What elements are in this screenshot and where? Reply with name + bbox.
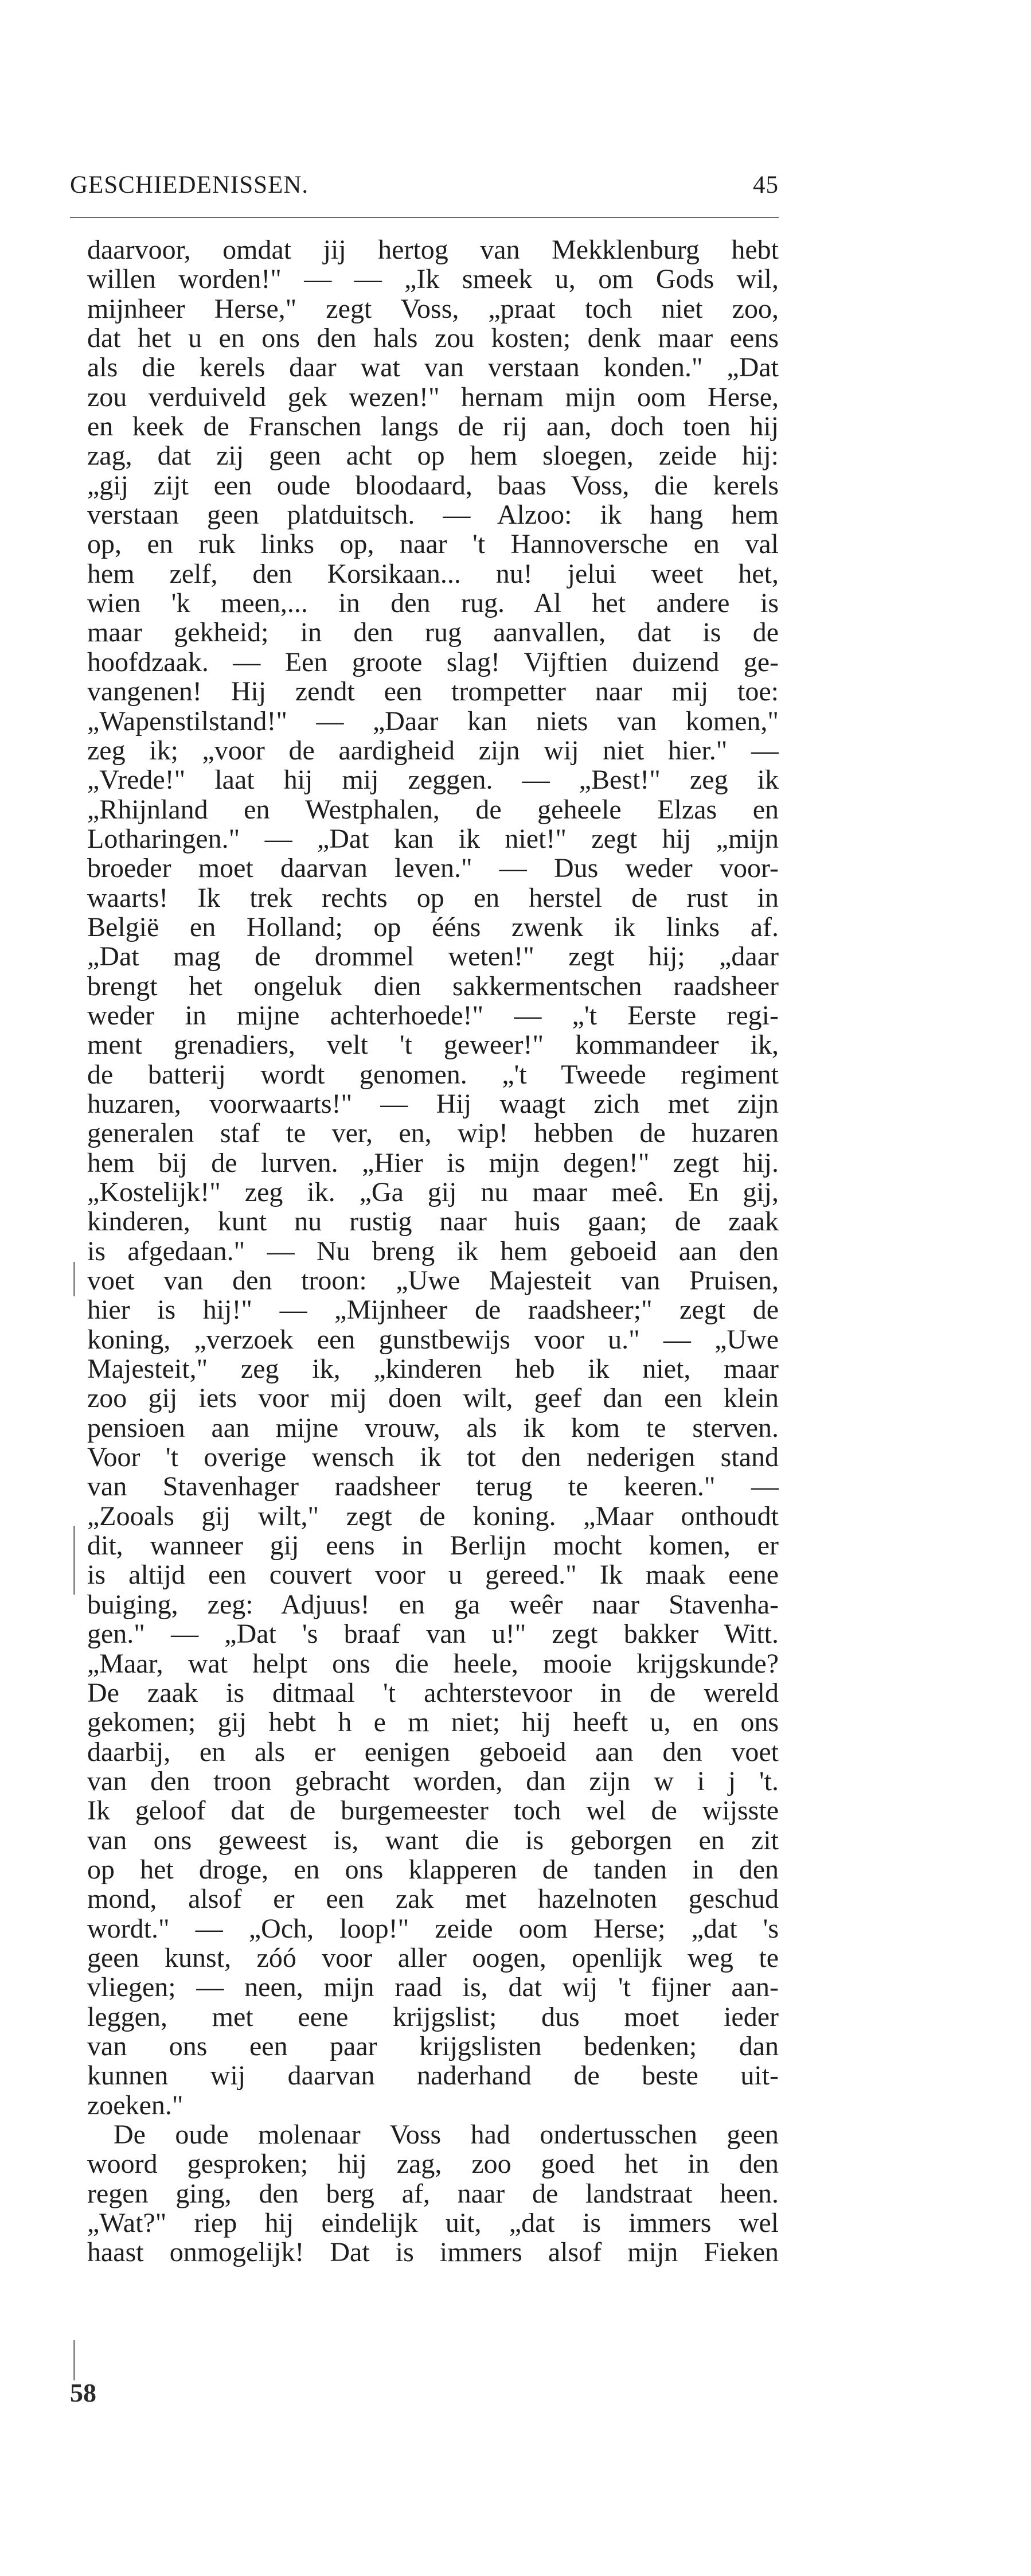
text-line: hier is hij!" — „Mijnheer de raadsheer;" zegt de bbox=[87, 1295, 779, 1325]
text-line: dit, wanneer gij eens in Berlijn mocht komen, er bbox=[87, 1531, 779, 1561]
text-line: is altijd een couvert voor u gereed." Ik maak eene bbox=[87, 1560, 779, 1590]
text-line: daarbij, en als er eenigen geboeid aan den voet bbox=[87, 1737, 779, 1767]
text-line: haast onmogelijk! Dat is immers alsof mijn Fieken bbox=[87, 2238, 779, 2267]
text-line: vliegen; — neen, mijn raad is, dat wij 't fijner aan- bbox=[87, 1973, 779, 2002]
text-line: kunnen wij daarvan naderhand de beste uit- bbox=[87, 2061, 779, 2091]
running-head bbox=[70, 171, 779, 211]
text-line: Lotharingen." — „Dat kan ik niet!" zegt hij „mijn bbox=[87, 824, 779, 854]
text-line: is afgedaan." — Nu breng ik hem geboeid aan den bbox=[87, 1236, 779, 1266]
text-line: als die kerels daar wat van verstaan konden." „Dat bbox=[87, 353, 779, 383]
text-line: van ons geweest is, want die is geborgen en zit bbox=[87, 1825, 779, 1855]
text-line: zag, dat zij geen acht op hem sloegen, zeide hij: bbox=[87, 441, 779, 471]
text-line: Ik geloof dat de burgemeester toch wel de wijsste bbox=[87, 1796, 779, 1826]
text-line: „Maar, wat helpt ons die heele, mooie krijgskunde? bbox=[87, 1649, 779, 1678]
text-line: gen." — „Dat 's braaf van u!" zegt bakker Witt. bbox=[87, 1619, 779, 1649]
text-line: mond, alsof er een zak met hazelnoten geschud bbox=[87, 1884, 779, 1914]
text-line: „Kostelijk!" zeg ik. „Ga gij nu maar meê. En gij, bbox=[87, 1178, 779, 1207]
text-line: huzaren, voorwaarts!" — Hij waagt zich met zijn bbox=[87, 1089, 779, 1119]
margin-mark bbox=[73, 1262, 75, 1296]
text-line: hoofdzaak. — Een groote slag! Vijftien duizend ge- bbox=[87, 647, 779, 677]
text-line: ment grenadiers, velt 't geweer!" kommandeer ik, bbox=[87, 1030, 779, 1060]
text-line: geen kunst, zóó voor aller oogen, openlijk weg te bbox=[87, 1943, 779, 1973]
text-line: „Dat mag de drommel weten!" zegt hij; „daar bbox=[87, 942, 779, 972]
margin-mark bbox=[73, 2340, 75, 2380]
text-line: de batterij wordt genomen. „'t Tweede regiment bbox=[87, 1059, 779, 1089]
text-line: buiging, zeg: Adjuus! en ga weêr naar Stavenha- bbox=[87, 1589, 779, 1620]
text-line: „Zooals gij wilt," zegt de koning. „Maar onthoudt bbox=[87, 1501, 779, 1531]
text-line: zou verduiveld gek wezen!" hernam mijn oom Herse, bbox=[87, 382, 779, 412]
text-line: De oude molenaar Voss had ondertusschen geen bbox=[114, 2120, 779, 2150]
text-line: leggen, met eene krijgslist; dus moet ieder bbox=[87, 2002, 779, 2032]
signature-mark: 58 bbox=[70, 2378, 96, 2407]
text-line: koning, „verzoek een gunstbewijs voor u." — „Uwe bbox=[87, 1324, 779, 1355]
text-line: „Rhijnland en Westphalen, de geheele Elzas en bbox=[87, 794, 779, 824]
text-line: generalen staf te ver, en, wip! hebben de huzaren bbox=[87, 1119, 779, 1148]
text-line: willen worden!" — — „Ik smeek u, om Gods wil, bbox=[87, 264, 779, 294]
text-line: broeder moet daarvan leven." — Dus weder voor- bbox=[87, 854, 779, 883]
text-line: zoo gij iets voor mij doen wilt, geef dan een klein bbox=[87, 1384, 779, 1413]
margin-mark bbox=[73, 1526, 75, 1595]
text-line: „Vrede!" laat hij mij zeggen. — „Best!" zeg ik bbox=[87, 765, 779, 795]
text-line: van Stavenhager raadsheer terug te keeren." — bbox=[87, 1472, 779, 1502]
text-line: van den troon gebracht worden, dan zijn w i j 't. bbox=[87, 1766, 779, 1796]
text-line: pensioen aan mijne vrouw, als ik kom te sterven. bbox=[87, 1413, 779, 1443]
text-line: op het droge, en ons klapperen de tanden in den bbox=[87, 1854, 779, 1885]
text-line: wordt." — „Och, loop!" zeide oom Herse; „dat 's bbox=[87, 1914, 779, 1943]
text-line: kinderen, kunt nu rustig naar huis gaan; de zaak bbox=[87, 1207, 779, 1237]
text-line: daarvoor, omdat jij hertog van Mekklenburg hebt bbox=[87, 235, 779, 265]
text-line: brengt het ongeluk dien sakkermentschen raadsheer bbox=[87, 971, 779, 1001]
text-line: van ons een paar krijgslisten bedenken; dan bbox=[87, 2031, 779, 2061]
text-line: woord gesproken; hij zag, zoo goed het in den bbox=[87, 2149, 779, 2179]
text-line: Majesteit," zeg ik, „kinderen heb ik niet, maar bbox=[87, 1354, 779, 1384]
text-line: op, en ruk links op, naar 't Hannoversche en val bbox=[87, 529, 779, 559]
text-line: „Wapenstilstand!" — „Daar kan niets van komen," bbox=[87, 706, 779, 736]
text-line: verstaan geen platduitsch. — Alzoo: ik hang hem bbox=[87, 500, 779, 530]
header-rule bbox=[70, 217, 779, 218]
text-line: zeg ik; „voor de aardigheid zijn wij niet hier." — bbox=[87, 735, 779, 766]
text-line: De zaak is ditmaal 't achterstevoor in de wereld bbox=[87, 1678, 779, 1708]
text-line: België en Holland; op ééns zwenk ik links af. bbox=[87, 912, 779, 942]
text-line: gekomen; gij hebt h e m niet; hij heeft u, en ons bbox=[87, 1708, 779, 1737]
text-line: en keek de Franschen langs de rij aan, doch toen hij bbox=[87, 412, 779, 442]
text-line: mijnheer Herse," zegt Voss, „praat toch niet zoo, bbox=[87, 294, 779, 324]
text-line: „gij zijt een oude bloodaard, baas Voss, die kerels bbox=[87, 470, 779, 501]
text-line: weder in mijne achterhoede!" — „'t Eerste regi- bbox=[87, 1000, 779, 1031]
text-line: Voor 't overige wensch ik tot den nederigen stand bbox=[87, 1443, 779, 1472]
text-line: vangenen! Hij zendt een trompetter naar mij toe: bbox=[87, 677, 779, 707]
text-line: hem zelf, den Korsikaan... nu! jelui weet het, bbox=[87, 559, 779, 589]
page-number: 45 bbox=[753, 172, 779, 198]
text-line: „Wat?" riep hij eindelijk uit, „dat is immers wel bbox=[87, 2208, 779, 2238]
body-text bbox=[87, 235, 779, 2267]
running-head-title: GESCHIEDENISSEN. bbox=[70, 172, 309, 198]
text-line: zoeken." bbox=[87, 2090, 183, 2120]
text-line: maar gekheid; in den rug aanvallen, dat is de bbox=[87, 618, 779, 648]
text-line: voet van den troon: „Uwe Majesteit van Pruisen, bbox=[87, 1266, 779, 1296]
text-line: wien 'k meen,... in den rug. Al het andere is bbox=[87, 589, 779, 618]
text-line: waarts! Ik trek rechts op en herstel de rust in bbox=[87, 883, 779, 913]
text-line: dat het u en ons den hals zou kosten; denk maar eens bbox=[87, 324, 779, 353]
text-line: hem bij de lurven. „Hier is mijn degen!" zegt hij. bbox=[87, 1148, 779, 1178]
text-line: regen ging, den berg af, naar de landstraat heen. bbox=[87, 2179, 779, 2209]
